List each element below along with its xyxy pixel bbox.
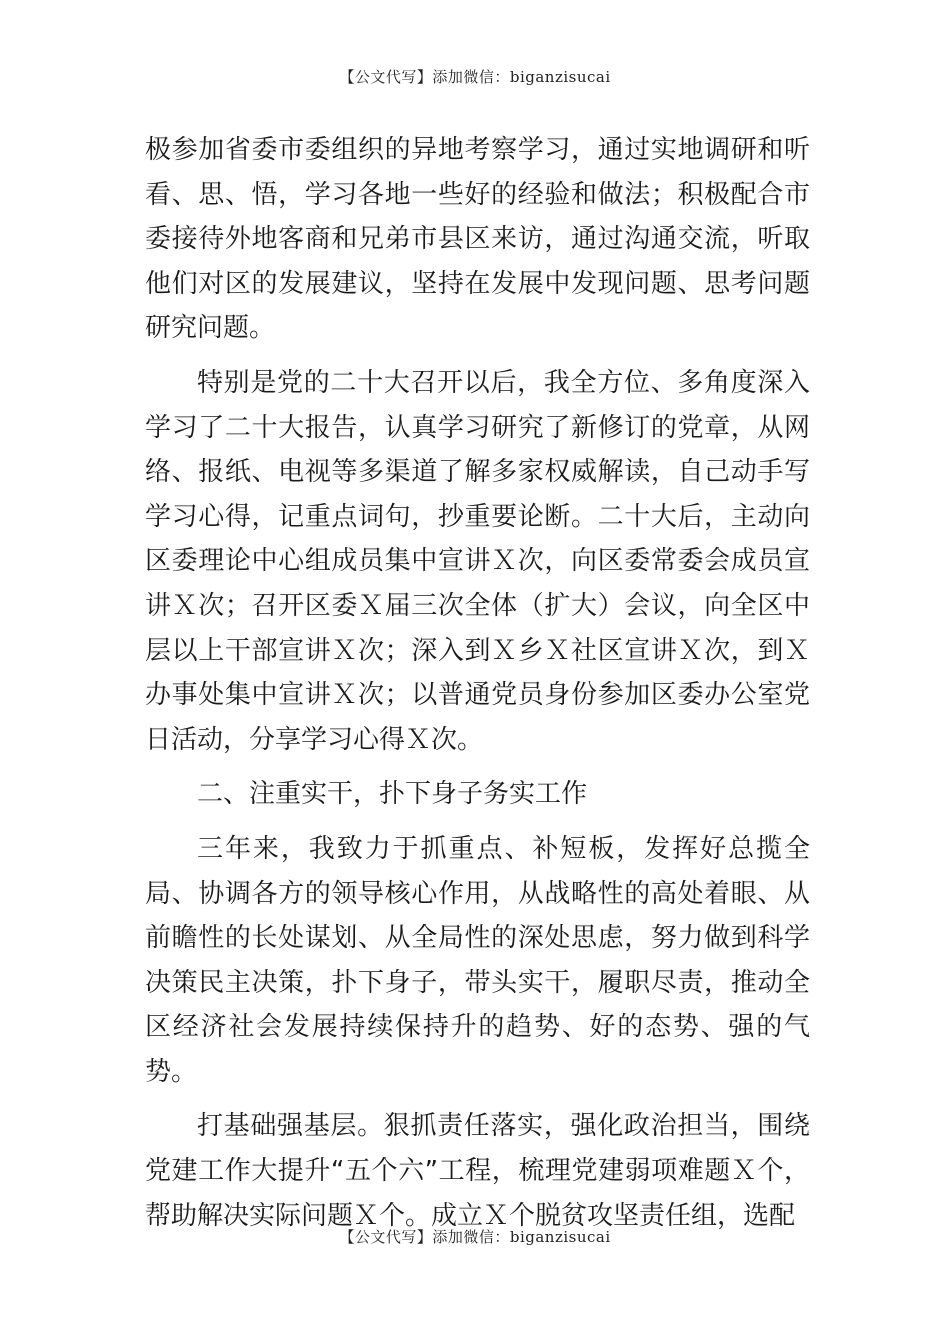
- paragraph-grassroots: 打基础强基层。狠抓责任落实，强化政治担当，围绕党建工作大提升“五个六”工程，梳理党建弱项难题Ｘ个，帮助解决实际问题Ｘ个。成立Ｘ个脱贫攻坚责任组，选配: [145, 1111, 810, 1231]
- paragraph-study-report: 特别是党的二十大召开以后，我全方位、多角度深入学习了二十大报告，认真学习研究了新修订的党章，从网络、报纸、电视等多渠道了解多家权威解读，自己动手写学习心得，记重点词句，抄重要论断。二十大后，主动向区委理论中心组成员集中宣讲Ｘ次，向区委常委会成员宣讲Ｘ次；召开区委Ｘ届三次全体（扩大）会议，向全区中层以上干部宣讲Ｘ次；深入到Ｘ乡Ｘ社区宣讲Ｘ次，到Ｘ办事处集中宣讲Ｘ次；以普通党员身份参加区委办公室党日活动，分享学习心得Ｘ次。: [145, 367, 810, 755]
- paragraph-continuation: 极参加省委市委组织的异地考察学习，通过实地调研和听看、思、悟，学习各地一些好的经验和做法；积极配合市委接待外地客商和兄弟市县区来访，通过沟通交流，听取他们对区的发展建议，坚持在发展中发现问题、思考问题研究问题。: [145, 135, 810, 344]
- page-header: 【公文代写】添加微信：biganzisucai: [339, 68, 611, 86]
- document-body: [145, 128, 810, 1248]
- section-heading: 二、注重实干，扑下身子务实工作: [197, 779, 588, 810]
- paragraph-three-years: 三年来，我致力于抓重点、补短板，发挥好总揽全局、协调各方的领导核心作用，从战略性的高处着眼、从前瞻性的长处谋划、从全局性的深处思虑，努力做到科学决策民主决策，扑下身子，带头实干，履职尽责，推动全区经济社会发展持续保持升的趋势、好的态势、强的气势。: [145, 833, 810, 1087]
- page-footer: 【公文代写】添加微信：biganzisucai: [339, 1228, 611, 1246]
